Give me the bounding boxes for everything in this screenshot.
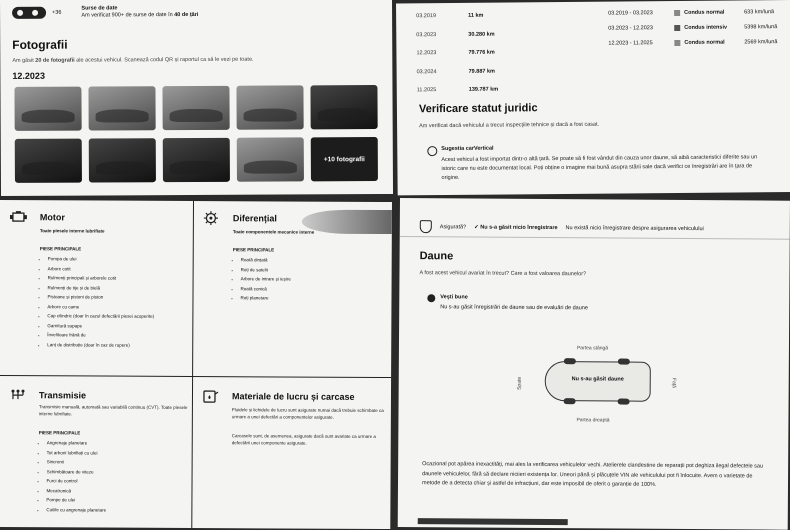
info-icon <box>427 146 437 156</box>
usage-row: 12.2023 - 11.2025 Condus normal 2569 km/lună <box>608 38 778 47</box>
differential-title: Diferențial <box>232 213 277 224</box>
photo-thumbnail[interactable] <box>14 87 81 131</box>
photo-thumbnail[interactable] <box>88 86 155 130</box>
materials-title: Materiale de lucru și carcase <box>231 391 355 402</box>
insured-desc: Nu există nicio înregistrare despre asigurarea vehiculului <box>565 224 704 232</box>
photo-thumbnail[interactable] <box>310 85 377 129</box>
insurance-row <box>420 220 704 235</box>
legal-status-title: Verificare statut juridic <box>418 102 538 116</box>
photo-thumbnail[interactable] <box>236 85 303 129</box>
motor-title: Motor <box>39 212 65 223</box>
damage-subtitle: A fost acest vehicul avariat în trecut? Care a fost valoarea daunelor? <box>419 270 587 278</box>
usage-swatch-icon <box>674 9 680 15</box>
materials-desc-1: Fluidele și lichidele de lucru sunt asigurate numai dacă trebuie schimbate ca urmare a unei defectări a componentelor asigurate. <box>231 407 384 420</box>
transmission-title: Transmisie <box>38 390 87 401</box>
insured-value: ✓ Nu s-a găsit nicio înregistrare <box>474 224 558 231</box>
differential-parts: PIESE PRINCIPALE • Roată dințată • Roți de satelit • Arbore de intrare și ieșire • Roată conică • Roți planetare <box>232 247 291 303</box>
flags-logo-icon <box>12 7 46 19</box>
motor-parts: PIESE PRINCIPALE • Pompa de ulei • Arbore cotit • Rulmenți principali și arborele cotit • Rulmenți de tije și de bielă • Pistoane și pistoni de piston • Arbore cu came • Cap cilindric (doar în cazul defectării piesei acoperite) • Garnitură supape • Învelitoare frână de • Lanț de distribuție (doar în caz de rupere) <box>39 246 154 350</box>
transmission-parts: PIESE PRINCIPALE • Angrenaje planetare • Tot arborii lubrifiați cu ulei • Sincronii • Schimbătoare de viteze • Furci de control • Mecatronică • Pompe de ulei • Cutiile cu angrenaje planetare <box>38 430 106 514</box>
suggestion-block <box>427 143 767 182</box>
car-left-label: Spate <box>516 376 523 390</box>
insured-label: Asigurată? <box>439 223 467 230</box>
transmission-desc: Transmisie manuală, automată sau variabilă continuu (CVT). Toate piesele interne lubrifiate. <box>38 404 188 416</box>
shield-check-icon <box>420 220 432 233</box>
gearbox-icon <box>9 388 27 402</box>
photo-grid <box>14 85 380 183</box>
photo-thumbnail[interactable] <box>162 86 229 130</box>
photos-subtitle: Am găsit 20 de fotografii ale acestui vehicul. Scanează codul QR și raportul ca să le vezi pe toate. <box>12 56 254 64</box>
legal-sheet <box>396 0 790 195</box>
sources-desc: Am verificat 900+ de surse de date în 40 de țări <box>81 11 199 19</box>
good-news-title: Vești bune <box>440 294 468 301</box>
car-damage-diagram <box>545 361 651 402</box>
good-news-body: Nu s-au găsit înregistrări de daune sau de evaluări de daune <box>440 304 588 312</box>
check-circle-icon <box>427 294 435 302</box>
mileage-row: 11.2025 139.787 km <box>416 86 499 94</box>
usage-legend <box>608 4 777 50</box>
damage-title: Daune <box>419 250 454 263</box>
usage-swatch-icon <box>674 24 680 30</box>
mileage-row: 03.2023 30.280 km <box>416 31 495 39</box>
oil-can-icon <box>202 389 220 403</box>
sources-title: Surse de date <box>81 5 118 12</box>
usage-swatch-icon <box>674 39 680 45</box>
damage-sheet <box>398 198 790 530</box>
car-right-label: Față <box>670 377 677 388</box>
mileage-row: 03.2024 79.887 km <box>416 68 495 76</box>
mileage-row: 03.2019 11 km <box>416 12 484 20</box>
gear-icon <box>203 211 221 225</box>
engine-icon <box>10 210 28 224</box>
mileage-row: 12.2023 79.776 km <box>416 49 495 57</box>
usage-row: 03.2023 - 12.2023 Condus intensiv 5398 km/lună <box>608 23 778 32</box>
suggestion-title: Sugestia carVertical <box>441 145 494 153</box>
motor-panel <box>9 212 190 373</box>
photos-sheet <box>0 0 393 196</box>
more-photos-button[interactable]: +10 fotografii <box>311 137 378 181</box>
photo-thumbnail[interactable] <box>237 137 304 181</box>
mileage-table <box>416 7 498 100</box>
photo-thumbnail[interactable] <box>89 138 156 182</box>
transmission-panel <box>8 390 189 526</box>
car-top-label: Partea stângă <box>576 345 609 352</box>
no-damage-label: Nu s-au găsit daune <box>571 376 624 383</box>
photo-thumbnail[interactable] <box>163 138 230 182</box>
accuracy-note: Ocazional pot apărea inexactități, mai ales la verificarea vehiculelor vechi. Atelierele clandestine de reparații pot deghiza ilegal defectele sau daunele vehiculelor, fără să declare niciieri existența lor. Uneori până și plăcuțele VIN ale vehiculului pot fi înlocuite. Avem o varietate de metode de a detecta chiar și astfel de infracțiuni, dar este imposibil de oferit o garanție de 100%. <box>421 461 764 488</box>
differential-panel <box>202 213 388 374</box>
motor-subtitle: Toate piesele interne lubrifiate <box>39 228 105 234</box>
next-section-heading <box>418 518 568 525</box>
differential-subtitle: Toate componentele mecanice interne <box>232 229 315 235</box>
source-counter: +36 <box>52 9 62 16</box>
legal-status-subtitle: Am verificat dacă vehiculul a trecut inspecțiile tehnice și dacă a fost casat. <box>419 121 600 130</box>
materials-desc-2: Carcasele sunt, de asemenea, asigurate dacă sunt avariate ca urmare a defectării unei componente asigurate. <box>231 433 376 446</box>
materials-panel <box>201 391 387 527</box>
photo-thumbnail[interactable] <box>15 139 82 183</box>
wheel-image <box>302 210 392 234</box>
coverage-sheet <box>0 200 392 529</box>
data-sources-row <box>12 5 198 20</box>
photo-date: 12.2023 <box>12 70 45 81</box>
photos-title: Fotografii <box>12 37 68 52</box>
usage-row: 03.2019 - 03.2023 Condus normal 633 km/lună <box>608 8 775 17</box>
suggestion-body: Acest vehicul a fost importat dintr-o altă țară. Se poate să fi fost vândut din cauza unor daune, să aibă caracteristici diferite sau un istoric care nu este documentat local. Poți obține o imagine mai bună asupra stării sale dacă verifici ce înregistrări are în țara de origine. <box>441 154 758 182</box>
car-bottom-label: Partea dreaptă <box>576 417 610 424</box>
